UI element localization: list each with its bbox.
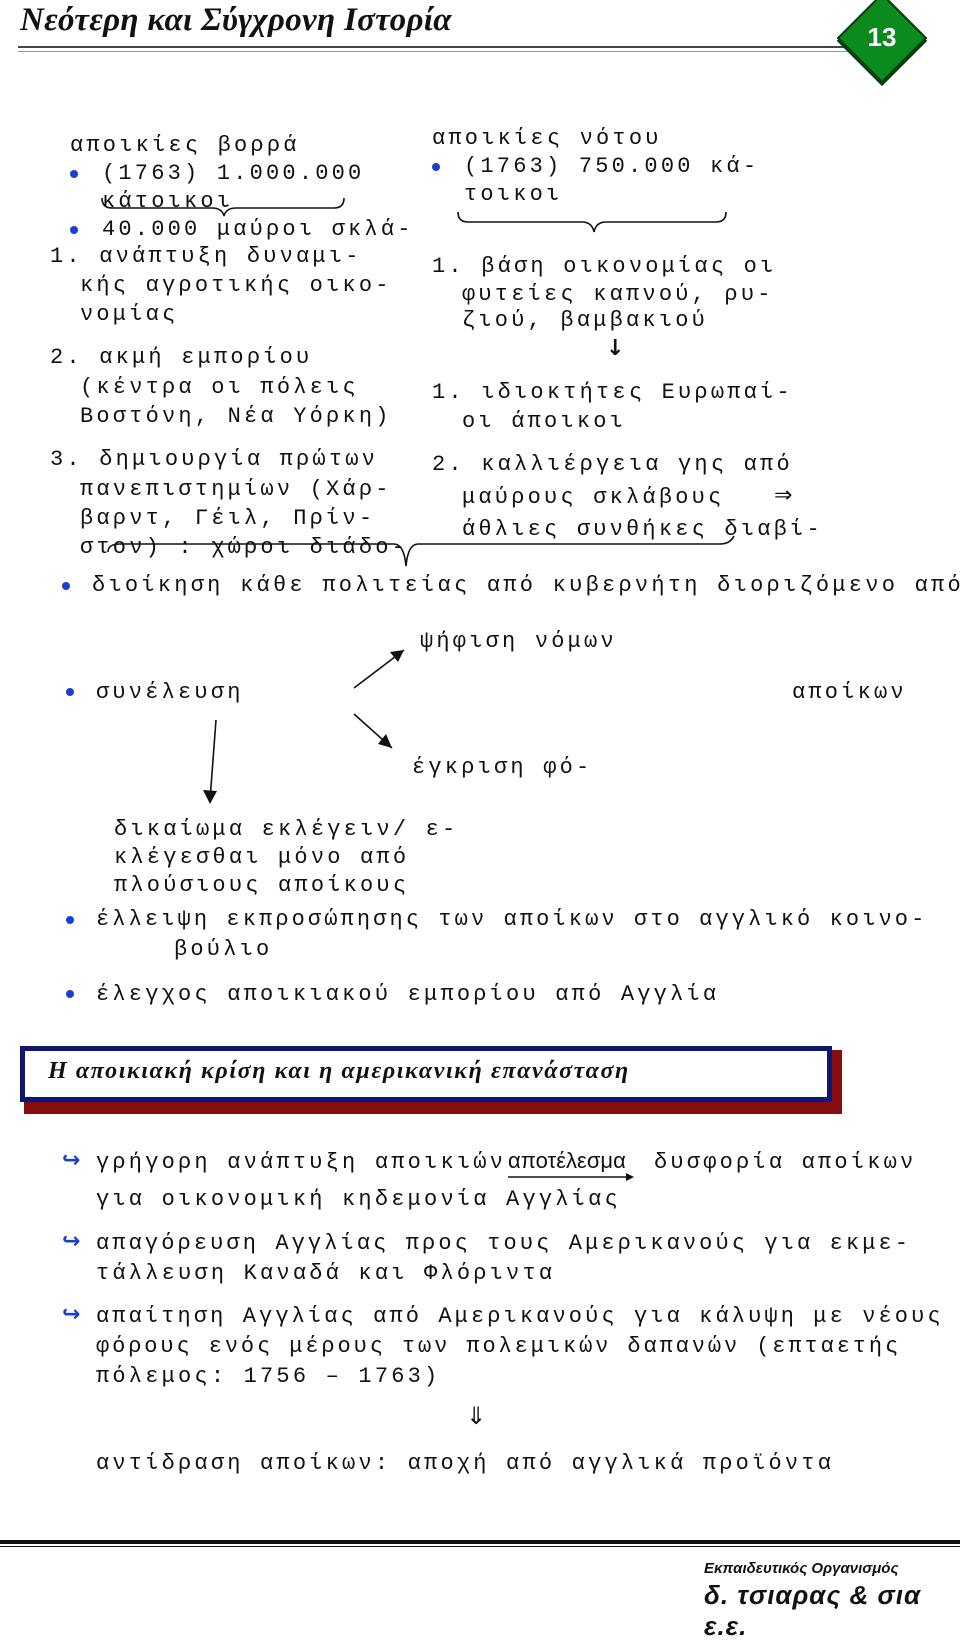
crisis-item-3-line3: πόλεμος: 1756 – 1763) <box>96 1364 441 1389</box>
crisis-item-2: απαγόρευση Αγγλίας προς τους Αμερικανούς για εκμε- <box>96 1231 912 1256</box>
bullet-icon <box>62 582 70 590</box>
arrow-bullet-icon: ↪ <box>62 1229 81 1254</box>
north-point-2-line2: (κέντρα οι πόλεις <box>80 375 359 400</box>
north-point-3: 3. δημιουργία πρώτων <box>50 447 379 472</box>
south-economy: 1. βάση οικονομίας οι <box>432 254 777 279</box>
bullet-icon <box>66 688 74 696</box>
crisis-item-1-line2: για οικονομική κηδεμονία Αγγλίας <box>96 1187 621 1212</box>
north-point-3-line2: πανεπιστημίων (Χάρ- <box>80 477 392 502</box>
south-slaves-line3: άθλιες συνθήκες διαβί- <box>462 517 823 542</box>
north-point-1: 1. ανάπτυξη δυναμι- <box>50 244 362 269</box>
south-population-cont: τοικοι <box>464 182 563 207</box>
trade-control: έλεγχος αποικιακού εμπορίου από Αγγλία <box>96 982 720 1007</box>
right-to-vote-line3: πλούσιους αποίκους <box>114 873 410 898</box>
no-representation: έλλειψη εκπροσώπησης των αποίκων στο αγγλικό κοινο- <box>96 907 928 932</box>
big-brace-icon <box>108 536 734 566</box>
colonists-label: αποίκων <box>792 680 907 705</box>
vote-laws: ψήφιση νόμων <box>420 629 617 654</box>
page-number: 13 <box>867 22 897 52</box>
down-arrow-icon: ↓ <box>606 336 625 361</box>
therefore-arrow-icon: ⇓ <box>466 1402 487 1430</box>
assembly-label: συνέλευση <box>96 680 244 705</box>
south-population: (1763) 750.000 κά- <box>464 154 760 179</box>
bullet-icon <box>66 916 74 924</box>
footer-org-label: Εκπαιδευτικός Οργανισμός <box>704 1560 899 1577</box>
bullet-icon <box>66 990 74 998</box>
north-point-2-line3: Βοστόνη, Νέα Υόρκη) <box>80 404 392 429</box>
footer-rule <box>0 1540 960 1544</box>
crisis-item-1: γρήγορη ανάπτυξη αποικιών <box>96 1150 507 1175</box>
page-header-title: Νεότερη και Σύγχρονη Ιστορία <box>20 2 452 38</box>
north-point-1-line3: νομίας <box>80 302 179 327</box>
approve-taxes: έγκριση φό- <box>412 755 593 780</box>
arrow-down-icon <box>210 720 216 800</box>
south-slaves-line2: μαύρους σκλάβους <box>462 485 725 510</box>
south-owners-line2: οι άποικοι <box>462 409 627 434</box>
footer-rule-thin <box>0 1546 960 1547</box>
crisis-item-2-line2: τάλλευση Καναδά και Φλόριντα <box>96 1261 556 1286</box>
north-point-3-line3: βαρντ, Γέιλ, Πρίν- <box>80 506 376 531</box>
arrow-bullet-icon: ↪ <box>62 1302 81 1327</box>
no-representation-line2: βούλιο <box>174 937 273 962</box>
north-slaves: 40.000 μαύροι σκλά- <box>102 217 414 242</box>
footer-brand-logo: δ. τσιαρας & σια ε.ε. <box>704 1580 922 1641</box>
crisis-item-1-result: δυσφορία αποίκων <box>654 1150 917 1175</box>
south-owners: 1. ιδιοκτήτες Ευρωπαί- <box>432 380 793 405</box>
right-to-vote: δικαίωμα εκλέγειν/ ε- <box>114 817 459 842</box>
north-population-cont: κάτοικοι <box>102 189 234 214</box>
right-to-vote-line2: κλέγεσθαι μόνο από <box>114 845 410 870</box>
south-brace-icon <box>458 212 726 232</box>
governor-line: διοίκηση κάθε πολιτείας από κυβερνήτη διοριζόμενο από <box>92 573 964 598</box>
north-population: (1763) 1.000.000 <box>102 161 365 186</box>
result-arrow-icon <box>508 1172 634 1182</box>
crisis-item-3: απαίτηση Αγγλίας από Αμερικανούς για κάλυψη με νέους <box>96 1304 944 1329</box>
crisis-item-3-line2: φόρους ενός μέρους των πολεμικών δαπανών (επταετής <box>96 1334 902 1359</box>
north-point-3-line4: στον) : χώροι διάδο- <box>80 535 409 560</box>
south-economy-line2: φυτείες καπνού, ρυ- <box>462 282 774 307</box>
north-heading: αποικίες βορρά <box>70 133 300 158</box>
section-title: Η αποικιακή κρίση και η αμερικανική επανάσταση <box>48 1058 630 1084</box>
reaction-line: αντίδραση αποίκων: αποχή από αγγλικά προϊόντα <box>96 1451 835 1476</box>
result-label: αποτέλεσμα <box>508 1148 626 1173</box>
south-heading: αποικίες νότου <box>432 126 662 151</box>
south-economy-line3: ζιού, βαμβακιού <box>462 308 709 333</box>
north-point-1-line2: κής αγροτικής οικο- <box>80 273 392 298</box>
arrow-bullet-icon: ↪ <box>62 1148 81 1173</box>
implies-icon: ⇒ <box>774 483 793 508</box>
north-point-2: 2. ακμή εμπορίου <box>50 345 313 370</box>
south-slaves: 2. καλλιέργεια γης από <box>432 452 793 477</box>
north-brace-icon <box>102 198 344 216</box>
